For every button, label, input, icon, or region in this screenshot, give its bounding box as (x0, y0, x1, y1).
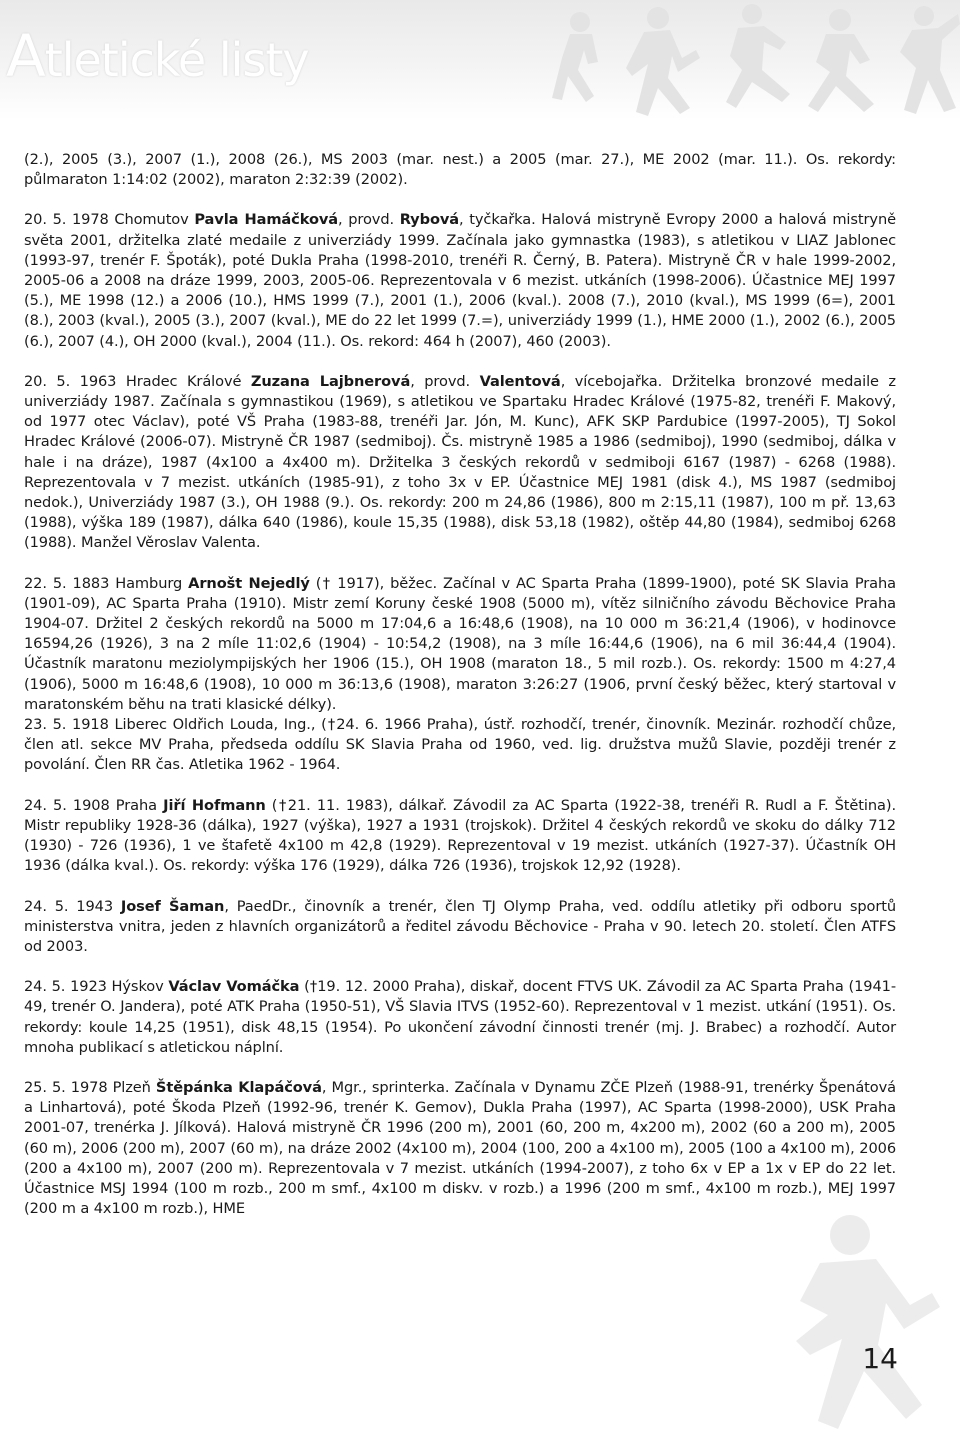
entry-paragraph (24, 1078, 896, 1219)
entry-text: 20. 5. 1963 Hradec Králové (24, 372, 251, 390)
masthead-title (6, 22, 309, 90)
person-name: Josef Šaman (120, 897, 225, 915)
entry-text: , PaedDr., činovník a trenér, člen TJ Olymp Praha, ved. oddílu atletiky při odboru sportů ministerstva vnitra, jeden z hlavních organizátorů a ředitel závodu Běchovice - Praha v 90. letech 20. století. Člen ATFS od 2003. (24, 897, 896, 955)
person-name: Arnošt Nejedlý (188, 574, 310, 592)
person-name: Valentová (479, 372, 561, 390)
entry-paragraph (24, 715, 896, 776)
person-name: Jiří Hofmann (163, 796, 266, 814)
entry-text: 25. 5. 1978 Plzeň (24, 1078, 156, 1096)
entry-text: , vícebojařka. Držitelka bronzové medaile z univerziády 1987. Začínala s gymnastikou (1969), s atletikou ve Spartaku Hradec Králové (1975-82, trenéři F. Makový, od 1977 otec Václav), poté VŠ Praha (1983-88, trenéři Jar. Jón, M. Kunc), AFK SKP Pardubice (1997-2005), TJ Sokol Hradec Králové (2006-07). Mistryně ČR 1987 (sedmiboj). Čs. mistryně 1985 a 1986 (sedmiboj), 1990 (sedmiboj, dálka v hale i na dráze), 1987 (4x100 a 4x400 m). Držitelka 3 českých rekordů v sedmiboji 6167 (1987) - 6268 (1988). Reprezentovala v 7 mezist. utkáních (1985-91), z toho 3x v EP. Účastnice MEJ 1981 (disk 4.), MS 1987 (sedmiboj nedok.), Univerziády 1987 (3.), OH 1988 (9.). Os. rekordy: 200 m 24,86 (1986), 800 m 2:15,11 (1987), 100 m př. 13,63 (1988), výška 189 (1987), dálka 640 (1986), koule 15,35 (1988), disk 53,18 (1982), oštěp 44,80 (1984), sedmiboj 6268 (1988). Manžel Věroslav Valenta. (24, 372, 896, 552)
person-name: Rybová (399, 211, 460, 229)
person-name: Štěpánka Klapáčová (155, 1078, 322, 1096)
entry-text: 24. 5. 1908 Praha (24, 796, 164, 814)
entry-text: 24. 5. 1943 (24, 897, 121, 915)
person-name: Pavla Hamáčková (194, 211, 339, 229)
entry-text: (†19. 12. 2000 Praha), diskař, docent FTVS UK. Závodil za AC Sparta Praha (1941-49, trenér O. Jandera), poté ATK Praha (1950-51), VŠ Slavia ITVS (1952-60). Reprezentoval v 1 mezist. utkání (1951). Os. rekordy: koule 14,25 (1951), disk 48,15 (1954). Po ukončení závodní činnosti trenér (mj. J. Brabec) a rozhodčí. Autor mnoha publikací s atletickou náplní. (24, 978, 896, 1056)
entry-text: 24. 5. 1923 Hýskov (24, 978, 169, 996)
entry-text: 23. 5. 1918 Liberec Oldřich Louda, Ing., (†24. 6. 1966 Praha), ústř. rozhodčí, trenér, činovník. Mezinár. rozhodčí chůze, člen atl. sekce MV Praha, předseda oddílu SK Slavia Praha od 1960, ved. lig. družstva mužů Slavie, později trenér z povolání. Člen RR čas. Atletika 1962 - 1964. (24, 716, 896, 774)
entry-text: , Mgr., sprinterka. Začínala v Dynamu ZČE Plzeň (1988-91, trenérky Špenátová a Linhartová), poté Škoda Plzeň (1992-96, trenér K. Gemov), Dukla Praha (1997), AC Sparta (1998-2000), USK Praha 2001-07, trenérka J. Jílková). Halová mistryně ČR 1996 (200 m), 2001 (60, 200 m, 4x200 m), 2002 (60 a 200 m), 2005 (60 m), 2006 (200 m), 2007 (60 m), na dráze 2002 (4x100 m), 2004 (100, 200 a 4x100 m), 2005 (100 a 4x100 m), 2006 (200 a 4x100 m), 2007 (200 m). Reprezentovala v 7 mezist. utkáních (1994-2007), z toho 6x v EP a 1x v EP do 22 let. Účastnice MSJ 1994 (100 m rozb., 200 m smf., 4x100 m diskv. v rozb.) a 1996 (200 m smf., 4x100 m rozb.), MEJ 1997 (200 m a 4x100 m rozb.), HME (24, 1078, 896, 1218)
entry-text: , provd. (410, 372, 480, 390)
masthead-initial: A (6, 22, 45, 90)
page-number: 14 (862, 1342, 898, 1375)
runner-silhouette-graphic (700, 1205, 960, 1444)
person-name: Václav Vomáčka (168, 978, 300, 996)
masthead-rest: tletické listy (44, 33, 309, 87)
entry-text: , tyčkařka. Halová mistryně Evropy 2000 a halová mistryně světa 2001, držitelka zlaté medaile z univerziády 1999. Začínala jako gymnastka (1983), s atletikou v LIAZ Jablonec (1993-97, trenér F. Špoták), poté Dukla Praha (1998-2010, trenéři R. Černý, B. Patera). Mistryně ČR v hale 1999-2002, 2005-06 a 2008 na dráze 1999, 2003, 2005-06. Reprezentovala v 6 mezist. utkáních (1998-2006). Účastnice MEJ 1997 (5.), ME 1998 (12.) a 2006 (10.), HMS 1999 (7.), 2001 (1.), 2006 (kval.). 2008 (7.), 2010 (kval.), MS 1999 (6=), 2001 (8.), 2003 (kval.), 2005 (3.), 2007 (kval.), ME do 22 let 1999 (7.=), univerziády 1999 (1.), HME 2000 (1.), 2002 (6.), 2005 (6.), 2007 (4.), OH 2000 (kval.), 2004 (11.). Os. rekord: 464 h (2007), 460 (2003). (24, 211, 896, 350)
entry-paragraph (24, 150, 896, 190)
entry-paragraph (24, 574, 896, 715)
entry-paragraph (24, 977, 896, 1058)
entry-paragraph (24, 796, 896, 877)
entry-text: 20. 5. 1978 Chomutov (24, 211, 195, 229)
entry-paragraph (24, 372, 896, 554)
header-band (0, 0, 960, 120)
entry-text: , provd. (338, 211, 400, 229)
entry-text: († 1917), běžec. Začínal v AC Sparta Praha (1899-1900), poté SK Slavia Praha (1901-09), AC Sparta Praha (1910). Mistr zemí Koruny české 1908 (5000 m), vítěz silničního závodu Běchovice Praha 1904-07. Držitel 2 českých rekordů na 5000 m 17:04,6 a 16:48,6 (1908), na 10 000 m 36:21,4 (1906), v hodinovce 16594,26 (1926), 3 na 2 míle 11:02,6 (1904) - 10:54,2 (1908), na 3 míle 16:44,6 (1906), na 6 mil 36:44,4 (1904). Účastník maratonu meziolympijských her 1906 (15.), OH 1908 (maraton 18., 5 mil rozb.). Os. rekordy: 1500 m 4:27,4 (1906), 5000 m 16:48,6 (1908), 10 000 m 36:13,6 (1908), maraton 3:26:27 (1906, první český běžec, který startoval v maratonském běhu na trati klasické délky). (24, 574, 897, 713)
entry-text: (†21. 11. 1983), dálkař. Závodil za AC Sparta (1922-38, trenéři R. Rudl a F. Štětina). Mistr republiky 1928-36 (dálka), 1927 (výška), 1927 a 1931 (trojskok). Držitel 4 českých rekordů ve skoku do dálky 712 (1930) - 726 (1936), 1 ve štafetě 4x100 m 42,8 (1929). Reprezentoval v 19 mezist. utkáních (1927-37). Účastník OH 1936 (dálka kval.). Os. rekordy: výška 176 (1929), dálka 726 (1936), trojskok 12,92 (1928). (24, 796, 896, 875)
article-body (24, 150, 896, 1239)
entry-text: (2.), 2005 (3.), 2007 (1.), 2008 (26.), MS 2003 (mar. nest.) a 2005 (mar. 27.), ME 2002 (mar. 11.). Os. rekordy: půlmaraton 1:14:02 (2002), maraton 2:32:39 (2002). (24, 151, 896, 189)
entry-text: 22. 5. 1883 Hamburg (24, 574, 189, 592)
athletes-silhouette-graphic (540, 0, 960, 120)
entry-paragraph (24, 897, 896, 958)
entry-paragraph (24, 210, 896, 351)
person-name: Zuzana Lajbnerová (250, 372, 411, 390)
